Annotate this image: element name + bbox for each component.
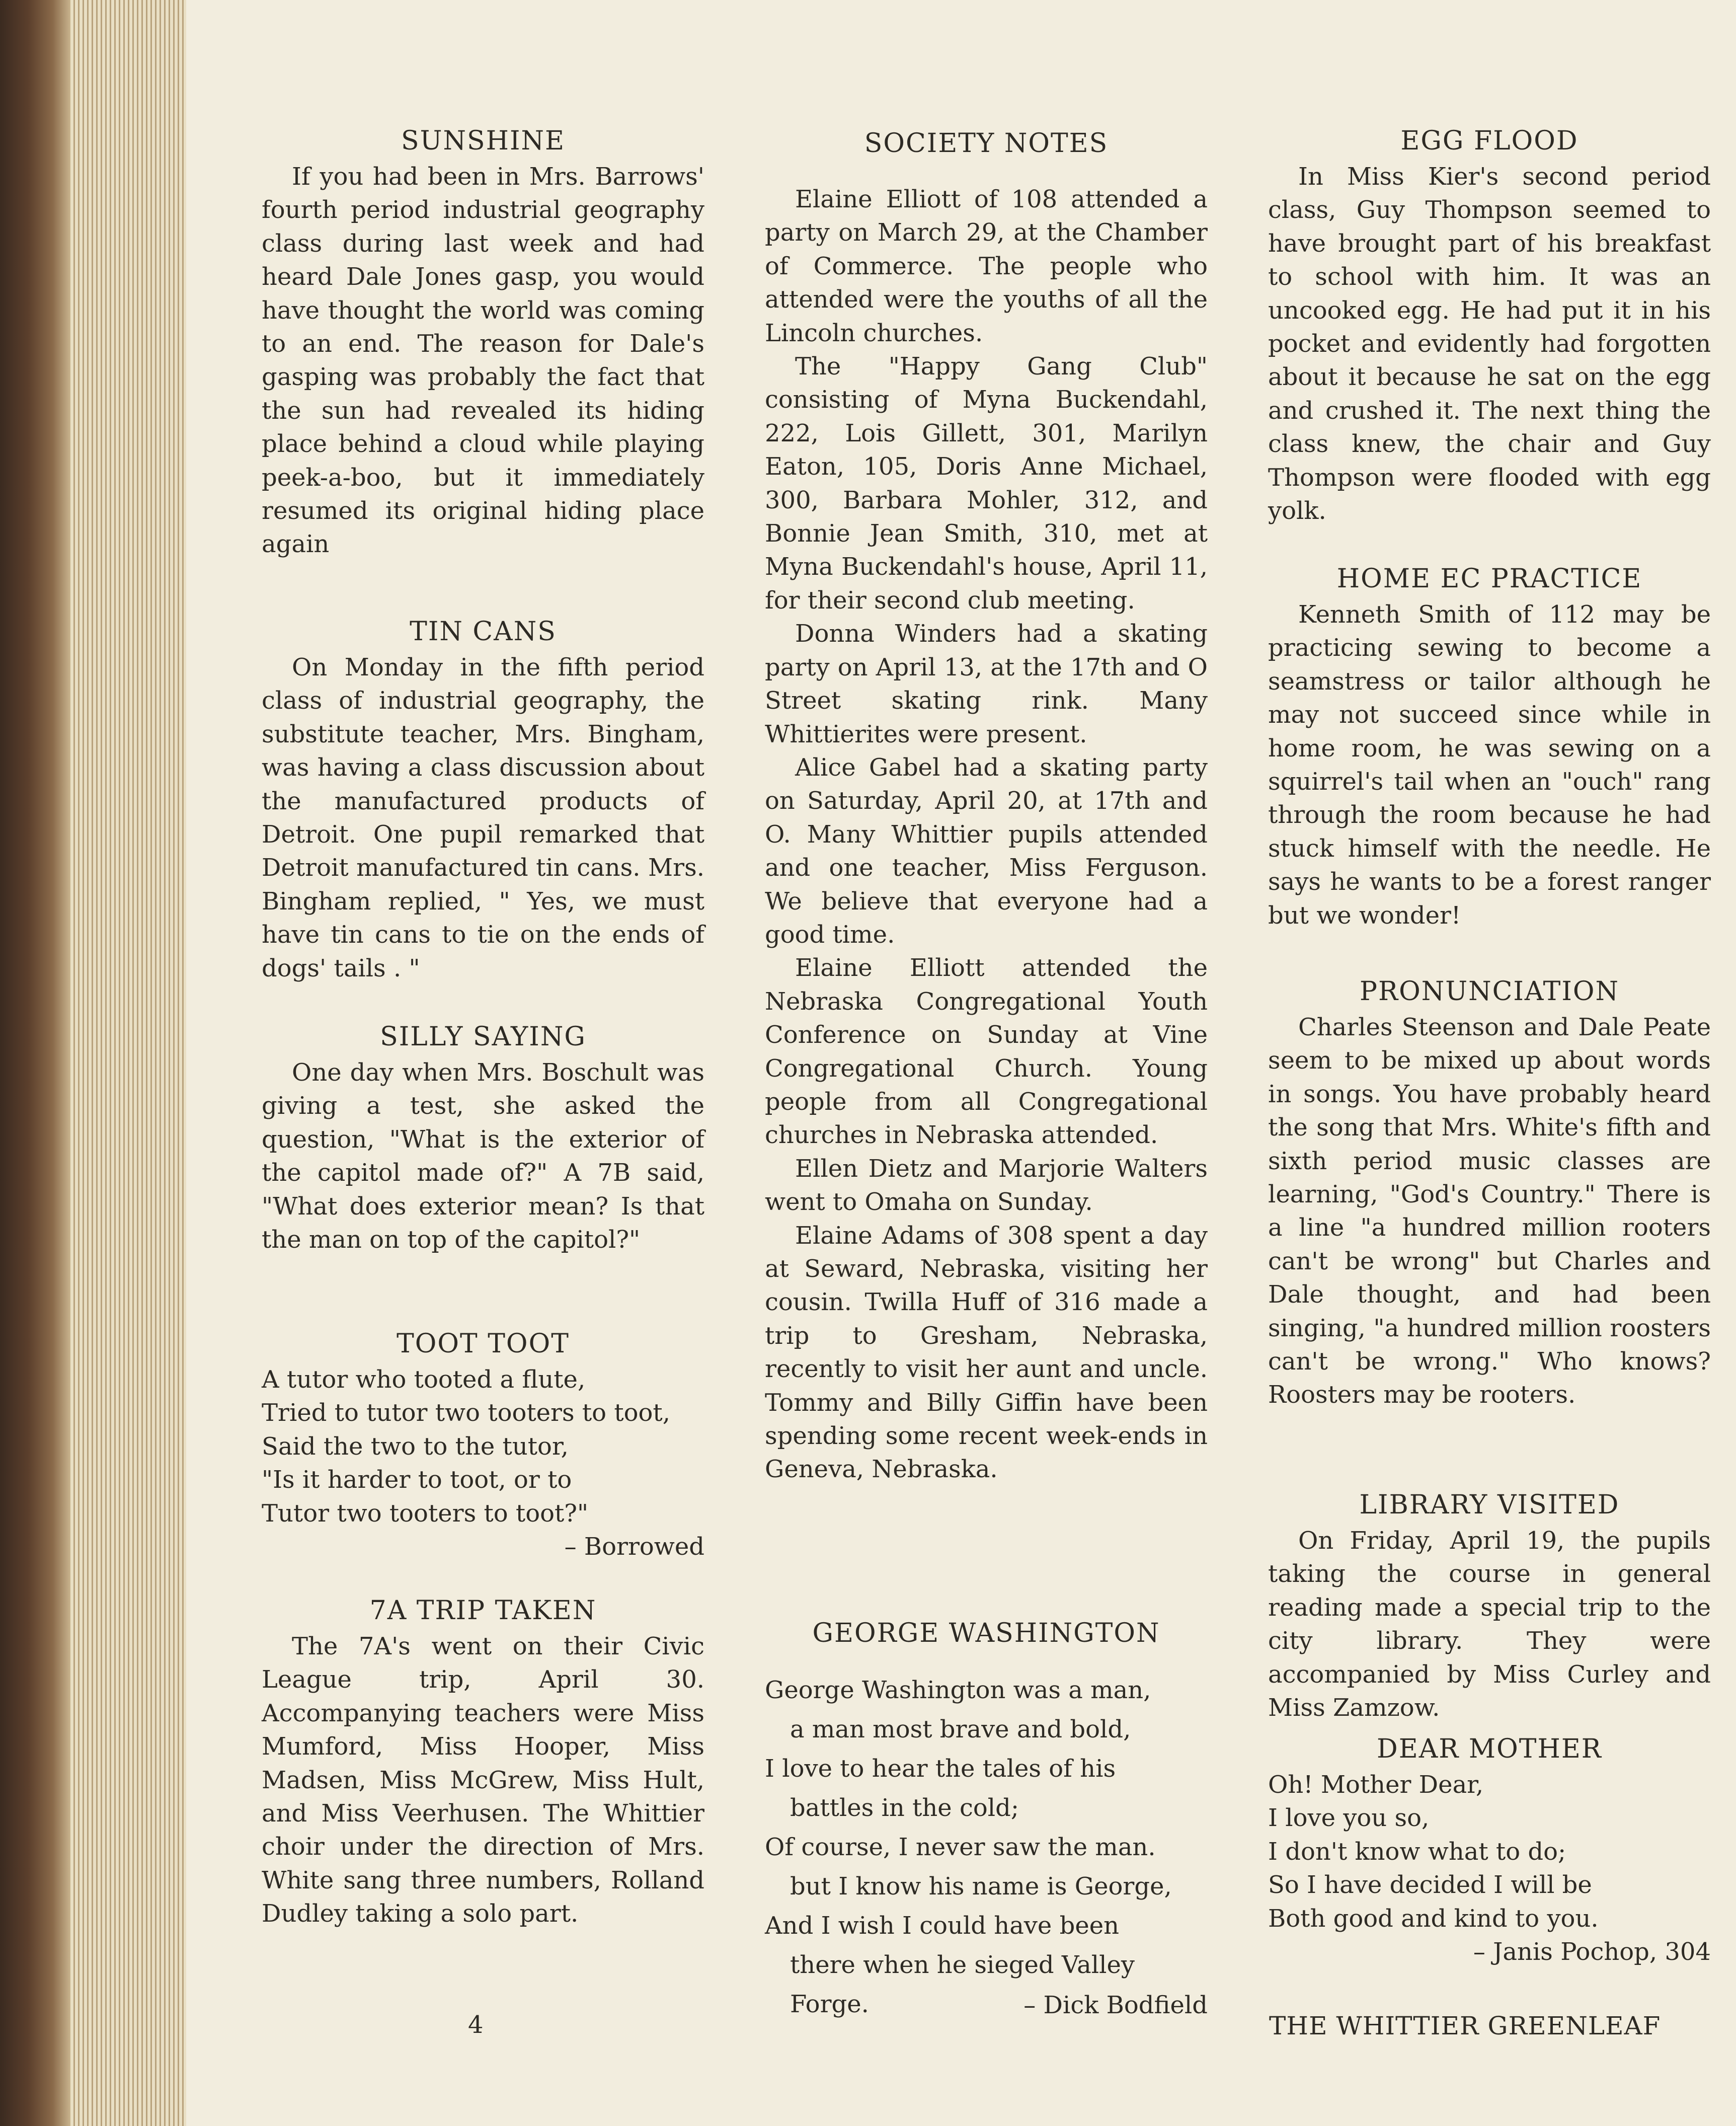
page-number: 4 xyxy=(468,2011,484,2039)
poem-line: Forge. xyxy=(790,1990,869,2018)
paragraph: Elaine Adams of 308 spent a day at Seward, Nebraska, visiting her cousin. Twilla Huff of 316 made a trip to Gresham, Nebraska, recently to visit her aunt and uncle. Tommy and Billy Giffin have been spending some recent week-ends in Geneva, Nebraska. xyxy=(765,1221,1208,1484)
headline: TOOT TOOT xyxy=(397,1329,570,1359)
headline: EGG FLOOD xyxy=(1400,126,1579,156)
headline: SUNSHINE xyxy=(401,126,565,156)
poem-line: I don't know what to do; xyxy=(1268,1837,1566,1866)
poem-line: a man most brave and bold, xyxy=(790,1715,1131,1743)
poem xyxy=(1268,1768,1711,1935)
headline: HOME EC PRACTICE xyxy=(1336,564,1642,594)
paragraph: Elaine Elliott of 108 attended a party on March 29, at the Chamber of Commerce. The people who attended were the youths of all the Lincoln churches. xyxy=(765,185,1208,347)
article-dear-mother xyxy=(1268,1734,1711,1968)
poem-line: George Washington was a man, xyxy=(765,1676,1151,1704)
article-body: If you had been in Mrs. Barrows' fourth period industrial geography class during last week and had heard Dale Jones gasp, you would have thought the world was coming to an end. The reason for Dale's gasping was probably the fact that the sun had revealed its hiding place behind a cloud while playing peek-a-boo, but it immediately resumed its original hiding place again xyxy=(262,163,704,559)
article-toot-toot xyxy=(262,1329,704,1563)
poem-line: I love to hear the tales of his xyxy=(765,1755,1116,1783)
headline: TIN CANS xyxy=(410,617,557,647)
article-home-ec xyxy=(1268,564,1711,932)
poem-line: battles in the cold; xyxy=(790,1794,1019,1822)
credit: – Janis Pochop, 304 xyxy=(1473,1938,1711,1966)
article-body: On Monday in the fifth period class of industrial geography, the substitute teacher, Mrs. Bingham, was having a class discussion about the manufactured products of Detroit. One pupil remarked that Detroit manufactured tin cans. Mrs. Bingham replied, " Yes, we must have tin cans to tie on the ends of dogs' tails . " xyxy=(262,653,704,982)
poem-line: And I wish I could have been xyxy=(765,1912,1120,1940)
paragraph: Elaine Elliott attended the Nebraska Congregational Youth Conference on Sunday at Vine Congregational Church. Young people from all Congregational churches in Nebraska attended. xyxy=(765,954,1208,1150)
poem-line: Tried to tutor two tooters to toot, xyxy=(262,1399,670,1427)
publication-footer: THE WHITTIER GREENLEAF xyxy=(1269,2011,1661,2040)
article-7a-trip xyxy=(262,1596,704,1931)
poem xyxy=(262,1363,704,1530)
poem-line: A tutor who tooted a flute, xyxy=(262,1365,586,1394)
poem-line: Both good and kind to you. xyxy=(1268,1904,1599,1933)
credit: – Borrowed xyxy=(564,1533,704,1561)
article-body: In Miss Kier's second period class, Guy Thompson seemed to have brought part of his breakfast to school with him. It was an uncooked egg. He had put it in his pocket and evidently had forgotten about it because he sat on the egg and crushed it. The next thing the class knew, the chair and Guy Thompson were flooded with egg yolk. xyxy=(1268,163,1711,525)
poem-line: Tutor two tooters to toot?" xyxy=(262,1499,589,1528)
paragraph: Donna Winders had a skating party on April 13, at the 17th and O Street skating rink. Many Whittierites were present. xyxy=(765,620,1208,748)
poem xyxy=(765,1671,1208,2024)
article-body: Charles Steenson and Dale Peate seem to be mixed up about words in songs. You have probably heard the song that Mrs. White's fifth and sixth period music classes are learning, "God's Country." There is a line "a hundred million rooters can't be wrong" but Charles and Dale thought, and had been singing, "a hundred million roosters can't be wrong." Who knows? Roosters may be rooters. xyxy=(1268,1013,1711,1409)
page-edges xyxy=(70,0,186,2126)
article-pronunciation xyxy=(1268,976,1711,1412)
article-body: The 7A's went on their Civic League trip, April 30. Accompanying teachers were Miss Mumford, Miss Hooper, Miss Madsen, Miss McGrew, Miss Hult, and Miss Veerhusen. The Whittier choir under the direction of Mrs. White sang three numbers, Rolland Dudley taking a solo part. xyxy=(262,1632,704,1928)
article-george-washington xyxy=(765,1618,1208,2022)
poem-line: Said the two to the tutor, xyxy=(262,1432,569,1461)
article-society-notes xyxy=(765,128,1208,1486)
headline: SOCIETY NOTES xyxy=(864,128,1109,159)
paragraph: Alice Gabel had a skating party on Saturday, April 20, at 17th and O. Many Whittier pupils attended and one teacher, Miss Ferguson. We believe that everyone had a good time. xyxy=(765,753,1208,949)
article-body: Kenneth Smith of 112 may be practicing sewing to become a seamstress or tailor although he may not succeed since while in home room, he was sewing on a squirrel's tail when an "ouch" rang through the room because he had stuck himself with the needle. He says he wants to be a forest ranger but we wonder! xyxy=(1268,600,1711,930)
poem-line: "Is it harder to toot, or to xyxy=(262,1466,572,1494)
article-body: One day when Mrs. Boschult was giving a test, she asked the question, "What is the exterior of the capitol made of?" A 7B said, "What does exterior mean? Is that the man on top of the capitol?" xyxy=(262,1058,704,1254)
paragraph: Ellen Dietz and Marjorie Walters went to Omaha on Sunday. xyxy=(765,1154,1208,1217)
headline: LIBRARY VISITED xyxy=(1359,1490,1620,1520)
poem-line: Of course, I never saw the man. xyxy=(765,1833,1156,1861)
credit: – Dick Bodfield xyxy=(1023,1991,1208,2019)
headline: SILLY SAYING xyxy=(380,1022,586,1052)
book-binding xyxy=(0,0,70,2126)
article-library xyxy=(1268,1490,1711,1724)
paragraph: The "Happy Gang Club" consisting of Myna Buckendahl, 222, Lois Gillett, 301, Marilyn Eaton, 105, Doris Anne Michael, 300, Barbara Mohler, 312, and Bonnie Jean Smith, 310, met at Myna Buckendahl's house, April 11, for their second club meeting. xyxy=(765,352,1208,615)
article-silly-saying xyxy=(262,1022,704,1256)
poem-line: there when he sieged Valley xyxy=(790,1951,1135,1979)
poem-line: but I know his name is George, xyxy=(790,1872,1172,1901)
article-egg-flood xyxy=(1268,126,1711,527)
poem-line: So I have decided I will be xyxy=(1268,1871,1592,1900)
poem-line: I love you so, xyxy=(1268,1804,1430,1833)
headline: PRONUNCIATION xyxy=(1360,976,1619,1007)
headline: 7A TRIP TAKEN xyxy=(369,1596,597,1626)
headline: GEORGE WASHINGTON xyxy=(812,1618,1160,1648)
article-tin-cans xyxy=(262,617,704,985)
poem-line: Oh! Mother Dear, xyxy=(1268,1771,1484,1799)
newspaper-page xyxy=(186,0,1736,2126)
article-body: On Friday, April 19, the pupils taking the course in general reading made a special trip to the city library. They were accompanied by Miss Curley and Miss Zamzow. xyxy=(1268,1527,1711,1722)
headline: DEAR MOTHER xyxy=(1377,1734,1602,1764)
article-sunshine xyxy=(262,126,704,561)
